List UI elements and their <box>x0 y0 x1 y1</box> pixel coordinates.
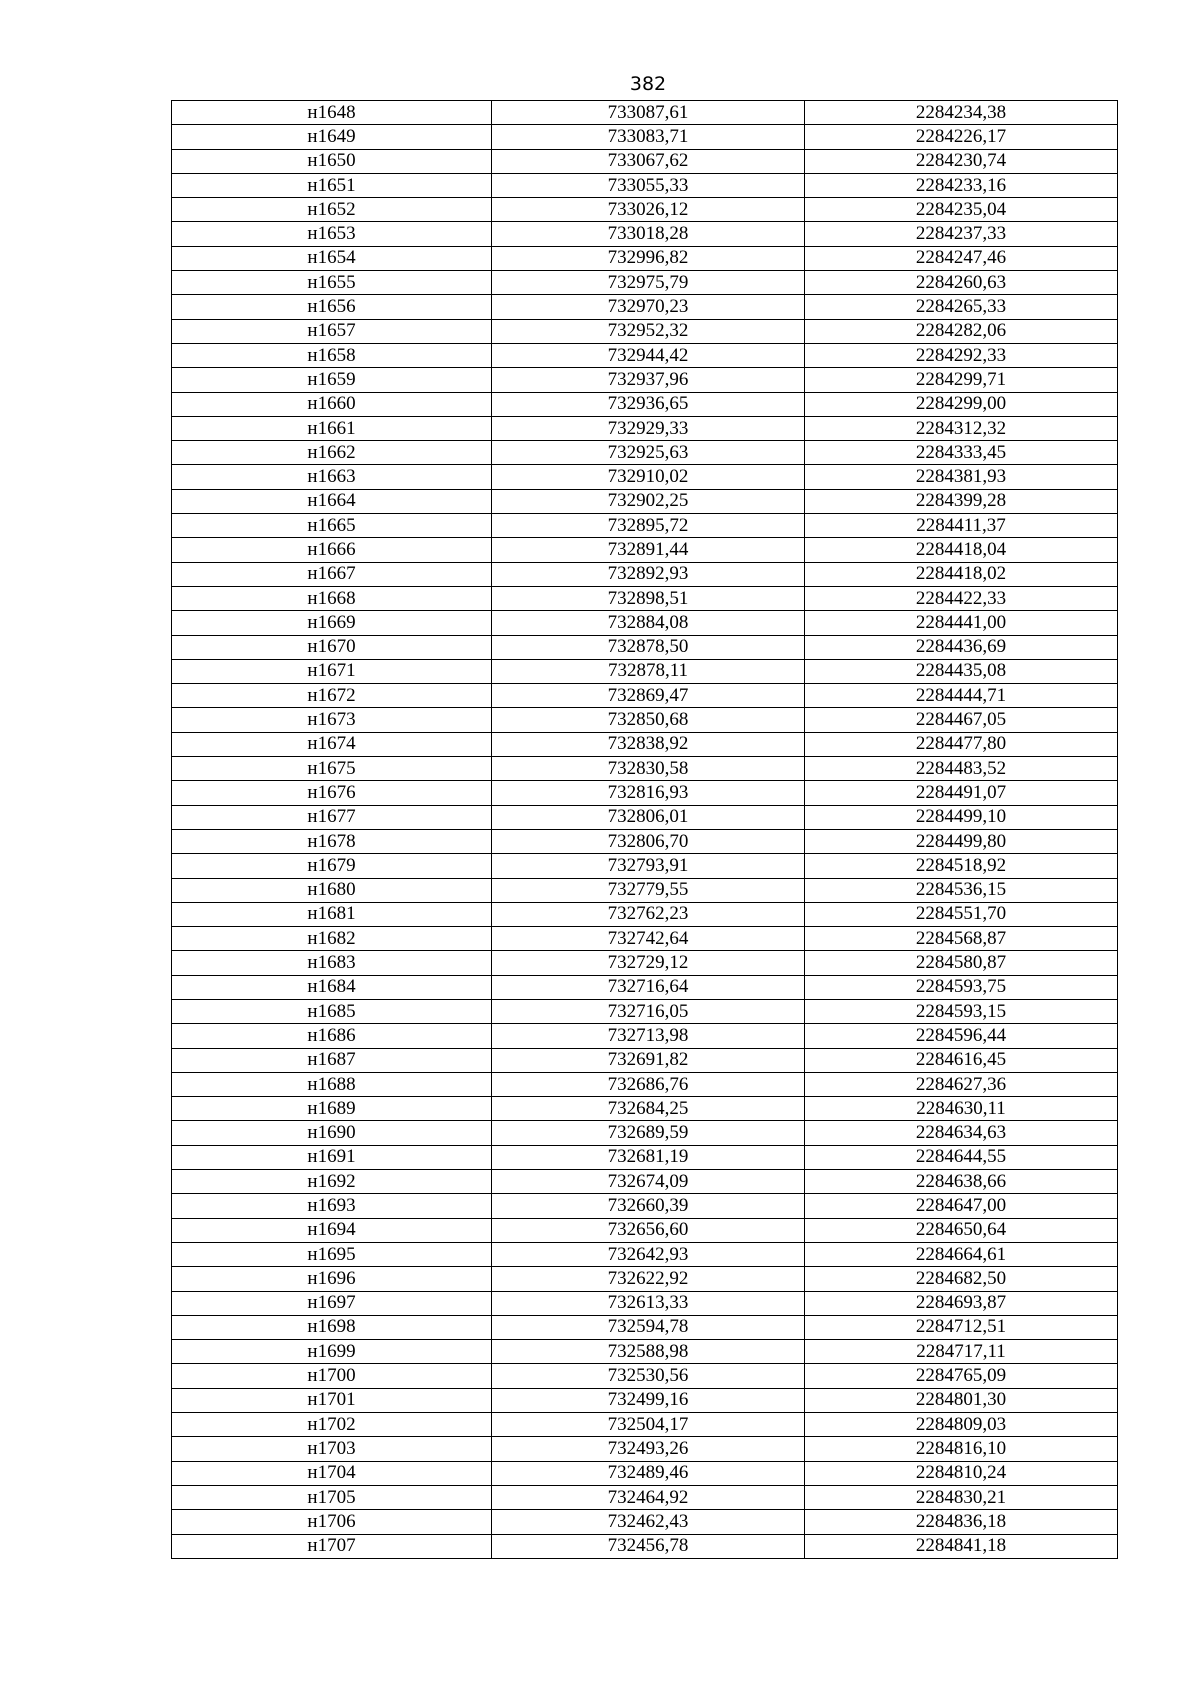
y-coordinate-cell: 2284568,87 <box>805 927 1118 951</box>
y-coordinate-cell: 2284810,24 <box>805 1461 1118 1485</box>
x-coordinate-cell: 732902,25 <box>492 489 805 513</box>
point-id-cell: н1665 <box>172 514 492 538</box>
y-coordinate-cell: 2284282,06 <box>805 319 1118 343</box>
point-id-cell: н1659 <box>172 368 492 392</box>
table-row <box>172 538 1118 562</box>
x-coordinate-cell: 732806,70 <box>492 829 805 853</box>
table-row <box>172 125 1118 149</box>
point-id-cell: н1693 <box>172 1194 492 1218</box>
x-coordinate-cell: 732816,93 <box>492 781 805 805</box>
x-coordinate-cell: 732686,76 <box>492 1072 805 1096</box>
table-row <box>172 222 1118 246</box>
x-coordinate-cell: 732892,93 <box>492 562 805 586</box>
table-row <box>172 1145 1118 1169</box>
table-row <box>172 1340 1118 1364</box>
table-row <box>172 902 1118 926</box>
x-coordinate-cell: 732464,92 <box>492 1485 805 1509</box>
x-coordinate-cell: 732594,78 <box>492 1315 805 1339</box>
table-row <box>172 635 1118 659</box>
y-coordinate-cell: 2284399,28 <box>805 489 1118 513</box>
x-coordinate-cell: 732952,32 <box>492 319 805 343</box>
table-row <box>172 1534 1118 1558</box>
table-row <box>172 343 1118 367</box>
x-coordinate-cell: 732891,44 <box>492 538 805 562</box>
point-id-cell: н1672 <box>172 684 492 708</box>
table-row <box>172 1510 1118 1534</box>
y-coordinate-cell: 2284436,69 <box>805 635 1118 659</box>
point-id-cell: н1671 <box>172 659 492 683</box>
table-row <box>172 927 1118 951</box>
point-id-cell: н1662 <box>172 441 492 465</box>
table-row <box>172 708 1118 732</box>
y-coordinate-cell: 2284664,61 <box>805 1242 1118 1266</box>
table-row <box>172 781 1118 805</box>
y-coordinate-cell: 2284638,66 <box>805 1170 1118 1194</box>
y-coordinate-cell: 2284836,18 <box>805 1510 1118 1534</box>
y-coordinate-cell: 2284477,80 <box>805 732 1118 756</box>
y-coordinate-cell: 2284299,71 <box>805 368 1118 392</box>
point-id-cell: н1681 <box>172 902 492 926</box>
x-coordinate-cell: 732691,82 <box>492 1048 805 1072</box>
table-row <box>172 757 1118 781</box>
x-coordinate-cell: 732929,33 <box>492 416 805 440</box>
point-id-cell: н1653 <box>172 222 492 246</box>
y-coordinate-cell: 2284235,04 <box>805 198 1118 222</box>
y-coordinate-cell: 2284299,00 <box>805 392 1118 416</box>
y-coordinate-cell: 2284801,30 <box>805 1388 1118 1412</box>
x-coordinate-cell: 732729,12 <box>492 951 805 975</box>
point-id-cell: н1701 <box>172 1388 492 1412</box>
table-row <box>172 198 1118 222</box>
point-id-cell: н1682 <box>172 927 492 951</box>
x-coordinate-cell: 732684,25 <box>492 1097 805 1121</box>
point-id-cell: н1651 <box>172 173 492 197</box>
point-id-cell: н1707 <box>172 1534 492 1558</box>
point-id-cell: н1663 <box>172 465 492 489</box>
point-id-cell: н1648 <box>172 101 492 125</box>
x-coordinate-cell: 732910,02 <box>492 465 805 489</box>
x-coordinate-cell: 732716,64 <box>492 975 805 999</box>
point-id-cell: н1669 <box>172 611 492 635</box>
x-coordinate-cell: 732970,23 <box>492 295 805 319</box>
x-coordinate-cell: 733018,28 <box>492 222 805 246</box>
x-coordinate-cell: 732588,98 <box>492 1340 805 1364</box>
point-id-cell: н1680 <box>172 878 492 902</box>
point-id-cell: н1675 <box>172 757 492 781</box>
x-coordinate-cell: 733083,71 <box>492 125 805 149</box>
y-coordinate-cell: 2284551,70 <box>805 902 1118 926</box>
point-id-cell: н1650 <box>172 149 492 173</box>
table-row <box>172 489 1118 513</box>
y-coordinate-cell: 2284444,71 <box>805 684 1118 708</box>
x-coordinate-cell: 732656,60 <box>492 1218 805 1242</box>
point-id-cell: н1700 <box>172 1364 492 1388</box>
x-coordinate-cell: 732869,47 <box>492 684 805 708</box>
point-id-cell: н1667 <box>172 562 492 586</box>
table-row <box>172 319 1118 343</box>
point-id-cell: н1695 <box>172 1242 492 1266</box>
table-row <box>172 1121 1118 1145</box>
y-coordinate-cell: 2284260,63 <box>805 271 1118 295</box>
table-row <box>172 1242 1118 1266</box>
x-coordinate-cell: 732504,17 <box>492 1413 805 1437</box>
x-coordinate-cell: 732937,96 <box>492 368 805 392</box>
point-id-cell: н1694 <box>172 1218 492 1242</box>
table-row <box>172 1267 1118 1291</box>
y-coordinate-cell: 2284499,10 <box>805 805 1118 829</box>
y-coordinate-cell: 2284312,32 <box>805 416 1118 440</box>
point-id-cell: н1676 <box>172 781 492 805</box>
point-id-cell: н1685 <box>172 999 492 1023</box>
x-coordinate-cell: 732489,46 <box>492 1461 805 1485</box>
x-coordinate-cell: 732996,82 <box>492 246 805 270</box>
y-coordinate-cell: 2284381,93 <box>805 465 1118 489</box>
x-coordinate-cell: 732925,63 <box>492 441 805 465</box>
point-id-cell: н1678 <box>172 829 492 853</box>
x-coordinate-cell: 732642,93 <box>492 1242 805 1266</box>
y-coordinate-cell: 2284644,55 <box>805 1145 1118 1169</box>
x-coordinate-cell: 732850,68 <box>492 708 805 732</box>
table-row <box>172 611 1118 635</box>
table-row <box>172 441 1118 465</box>
y-coordinate-cell: 2284830,21 <box>805 1485 1118 1509</box>
table-row <box>172 1024 1118 1048</box>
table-row <box>172 1097 1118 1121</box>
y-coordinate-cell: 2284234,38 <box>805 101 1118 125</box>
table-row <box>172 829 1118 853</box>
point-id-cell: н1703 <box>172 1437 492 1461</box>
coordinates-table <box>171 100 1118 1559</box>
point-id-cell: н1684 <box>172 975 492 999</box>
y-coordinate-cell: 2284237,33 <box>805 222 1118 246</box>
y-coordinate-cell: 2284765,09 <box>805 1364 1118 1388</box>
point-id-cell: н1660 <box>172 392 492 416</box>
point-id-cell: н1677 <box>172 805 492 829</box>
point-id-cell: н1666 <box>172 538 492 562</box>
y-coordinate-cell: 2284333,45 <box>805 441 1118 465</box>
x-coordinate-cell: 732660,39 <box>492 1194 805 1218</box>
point-id-cell: н1658 <box>172 343 492 367</box>
y-coordinate-cell: 2284593,15 <box>805 999 1118 1023</box>
table-row <box>172 1413 1118 1437</box>
point-id-cell: н1657 <box>172 319 492 343</box>
x-coordinate-cell: 732716,05 <box>492 999 805 1023</box>
table-row <box>172 1072 1118 1096</box>
y-coordinate-cell: 2284483,52 <box>805 757 1118 781</box>
point-id-cell: н1656 <box>172 295 492 319</box>
table-row <box>172 392 1118 416</box>
y-coordinate-cell: 2284841,18 <box>805 1534 1118 1558</box>
table-row <box>172 732 1118 756</box>
point-id-cell: н1683 <box>172 951 492 975</box>
point-id-cell: н1673 <box>172 708 492 732</box>
y-coordinate-cell: 2284247,46 <box>805 246 1118 270</box>
x-coordinate-cell: 733067,62 <box>492 149 805 173</box>
point-id-cell: н1689 <box>172 1097 492 1121</box>
table-row <box>172 1194 1118 1218</box>
x-coordinate-cell: 732674,09 <box>492 1170 805 1194</box>
y-coordinate-cell: 2284682,50 <box>805 1267 1118 1291</box>
x-coordinate-cell: 732830,58 <box>492 757 805 781</box>
table-row <box>172 805 1118 829</box>
y-coordinate-cell: 2284816,10 <box>805 1437 1118 1461</box>
coordinates-table-body <box>172 101 1118 1559</box>
point-id-cell: н1691 <box>172 1145 492 1169</box>
y-coordinate-cell: 2284418,02 <box>805 562 1118 586</box>
x-coordinate-cell: 732779,55 <box>492 878 805 902</box>
point-id-cell: н1688 <box>172 1072 492 1096</box>
x-coordinate-cell: 732742,64 <box>492 927 805 951</box>
y-coordinate-cell: 2284596,44 <box>805 1024 1118 1048</box>
y-coordinate-cell: 2284233,16 <box>805 173 1118 197</box>
table-row <box>172 684 1118 708</box>
table-row <box>172 514 1118 538</box>
point-id-cell: н1704 <box>172 1461 492 1485</box>
point-id-cell: н1697 <box>172 1291 492 1315</box>
y-coordinate-cell: 2284418,04 <box>805 538 1118 562</box>
table-row <box>172 999 1118 1023</box>
x-coordinate-cell: 732884,08 <box>492 611 805 635</box>
x-coordinate-cell: 732713,98 <box>492 1024 805 1048</box>
table-row <box>172 586 1118 610</box>
point-id-cell: н1674 <box>172 732 492 756</box>
x-coordinate-cell: 732456,78 <box>492 1534 805 1558</box>
y-coordinate-cell: 2284292,33 <box>805 343 1118 367</box>
y-coordinate-cell: 2284422,33 <box>805 586 1118 610</box>
y-coordinate-cell: 2284499,80 <box>805 829 1118 853</box>
y-coordinate-cell: 2284593,75 <box>805 975 1118 999</box>
y-coordinate-cell: 2284441,00 <box>805 611 1118 635</box>
table-row <box>172 1364 1118 1388</box>
x-coordinate-cell: 732622,92 <box>492 1267 805 1291</box>
y-coordinate-cell: 2284435,08 <box>805 659 1118 683</box>
x-coordinate-cell: 732878,50 <box>492 635 805 659</box>
x-coordinate-cell: 732493,26 <box>492 1437 805 1461</box>
y-coordinate-cell: 2284693,87 <box>805 1291 1118 1315</box>
table-row <box>172 246 1118 270</box>
y-coordinate-cell: 2284634,63 <box>805 1121 1118 1145</box>
table-row <box>172 1461 1118 1485</box>
x-coordinate-cell: 732895,72 <box>492 514 805 538</box>
y-coordinate-cell: 2284536,15 <box>805 878 1118 902</box>
y-coordinate-cell: 2284230,74 <box>805 149 1118 173</box>
table-row <box>172 951 1118 975</box>
point-id-cell: н1655 <box>172 271 492 295</box>
x-coordinate-cell: 732793,91 <box>492 854 805 878</box>
x-coordinate-cell: 732878,11 <box>492 659 805 683</box>
table-row <box>172 295 1118 319</box>
x-coordinate-cell: 732613,33 <box>492 1291 805 1315</box>
y-coordinate-cell: 2284411,37 <box>805 514 1118 538</box>
y-coordinate-cell: 2284809,03 <box>805 1413 1118 1437</box>
point-id-cell: н1679 <box>172 854 492 878</box>
table-row <box>172 854 1118 878</box>
y-coordinate-cell: 2284265,33 <box>805 295 1118 319</box>
x-coordinate-cell: 732944,42 <box>492 343 805 367</box>
x-coordinate-cell: 732806,01 <box>492 805 805 829</box>
point-id-cell: н1652 <box>172 198 492 222</box>
table-row <box>172 878 1118 902</box>
point-id-cell: н1692 <box>172 1170 492 1194</box>
y-coordinate-cell: 2284717,11 <box>805 1340 1118 1364</box>
point-id-cell: н1664 <box>172 489 492 513</box>
table-row <box>172 416 1118 440</box>
point-id-cell: н1699 <box>172 1340 492 1364</box>
x-coordinate-cell: 732689,59 <box>492 1121 805 1145</box>
x-coordinate-cell: 732681,19 <box>492 1145 805 1169</box>
point-id-cell: н1668 <box>172 586 492 610</box>
point-id-cell: н1649 <box>172 125 492 149</box>
table-row <box>172 975 1118 999</box>
x-coordinate-cell: 733055,33 <box>492 173 805 197</box>
y-coordinate-cell: 2284467,05 <box>805 708 1118 732</box>
y-coordinate-cell: 2284647,00 <box>805 1194 1118 1218</box>
table-row <box>172 1437 1118 1461</box>
table-row <box>172 101 1118 125</box>
y-coordinate-cell: 2284630,11 <box>805 1097 1118 1121</box>
point-id-cell: н1702 <box>172 1413 492 1437</box>
table-row <box>172 1218 1118 1242</box>
table-row <box>172 1170 1118 1194</box>
y-coordinate-cell: 2284627,36 <box>805 1072 1118 1096</box>
point-id-cell: н1690 <box>172 1121 492 1145</box>
x-coordinate-cell: 732898,51 <box>492 586 805 610</box>
table-row <box>172 368 1118 392</box>
table-row <box>172 173 1118 197</box>
x-coordinate-cell: 732762,23 <box>492 902 805 926</box>
x-coordinate-cell: 733026,12 <box>492 198 805 222</box>
table-row <box>172 1315 1118 1339</box>
y-coordinate-cell: 2284518,92 <box>805 854 1118 878</box>
x-coordinate-cell: 732499,16 <box>492 1388 805 1412</box>
y-coordinate-cell: 2284712,51 <box>805 1315 1118 1339</box>
x-coordinate-cell: 732936,65 <box>492 392 805 416</box>
x-coordinate-cell: 732975,79 <box>492 271 805 295</box>
table-row <box>172 1291 1118 1315</box>
table-row <box>172 1485 1118 1509</box>
x-coordinate-cell: 732530,56 <box>492 1364 805 1388</box>
table-row <box>172 149 1118 173</box>
y-coordinate-cell: 2284580,87 <box>805 951 1118 975</box>
x-coordinate-cell: 732462,43 <box>492 1510 805 1534</box>
point-id-cell: н1687 <box>172 1048 492 1072</box>
point-id-cell: н1654 <box>172 246 492 270</box>
x-coordinate-cell: 732838,92 <box>492 732 805 756</box>
table-row <box>172 465 1118 489</box>
point-id-cell: н1686 <box>172 1024 492 1048</box>
point-id-cell: н1706 <box>172 1510 492 1534</box>
y-coordinate-cell: 2284226,17 <box>805 125 1118 149</box>
x-coordinate-cell: 733087,61 <box>492 101 805 125</box>
point-id-cell: н1661 <box>172 416 492 440</box>
table-row <box>172 659 1118 683</box>
point-id-cell: н1670 <box>172 635 492 659</box>
table-row <box>172 1388 1118 1412</box>
table-row <box>172 1048 1118 1072</box>
table-row <box>172 562 1118 586</box>
y-coordinate-cell: 2284491,07 <box>805 781 1118 805</box>
point-id-cell: н1705 <box>172 1485 492 1509</box>
y-coordinate-cell: 2284616,45 <box>805 1048 1118 1072</box>
point-id-cell: н1696 <box>172 1267 492 1291</box>
point-id-cell: н1698 <box>172 1315 492 1339</box>
y-coordinate-cell: 2284650,64 <box>805 1218 1118 1242</box>
table-row <box>172 271 1118 295</box>
page-number: 382 <box>629 73 667 95</box>
